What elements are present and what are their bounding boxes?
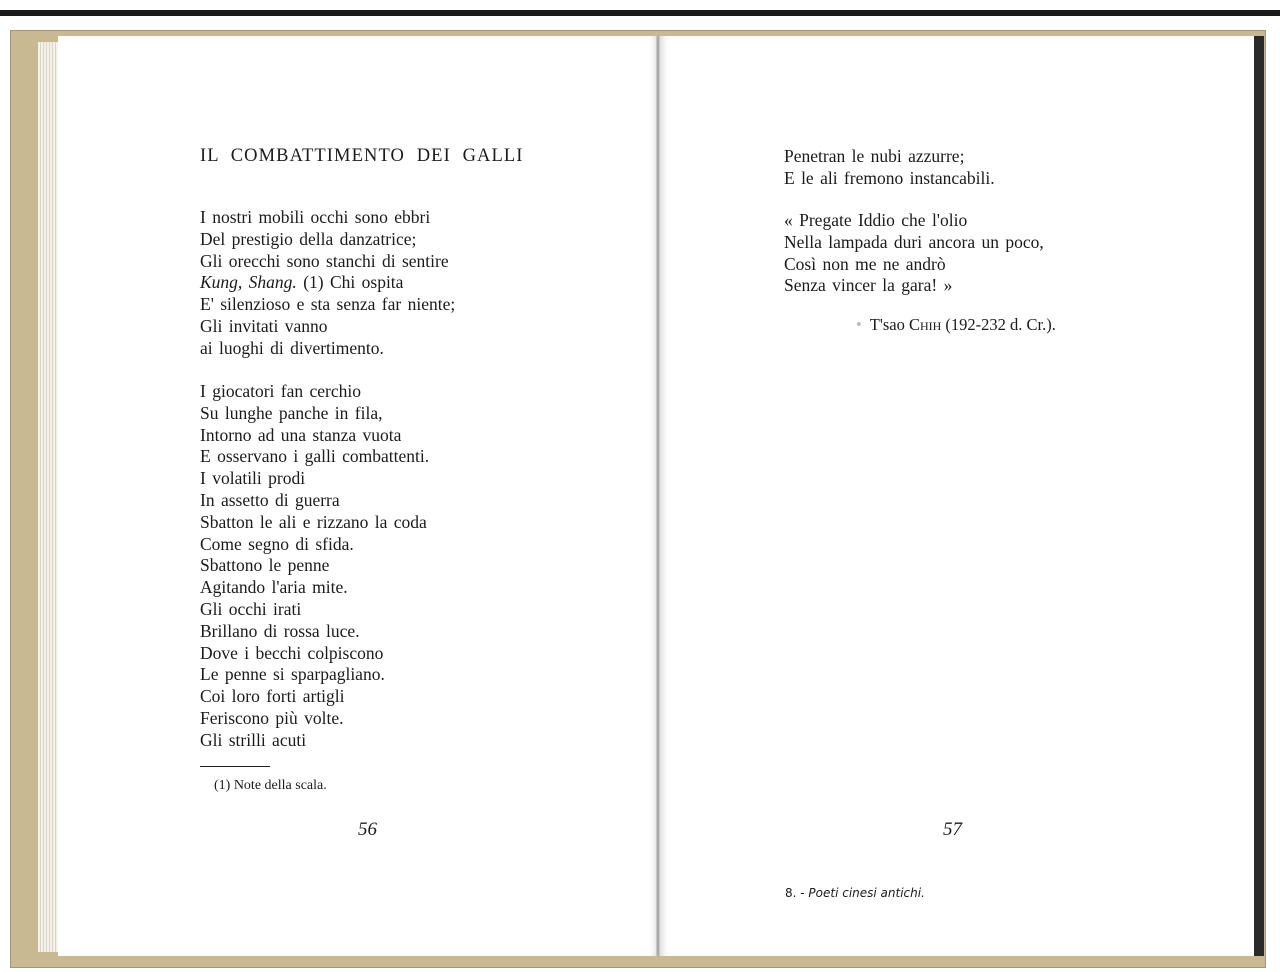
series-note (785, 886, 925, 900)
poem-title: IL COMBATTIMENTO DEI GALLI (200, 146, 524, 166)
verse-line: Sbatton le ali e rizzano la coda (200, 511, 427, 532)
verse-line: Nella lampada duri ancora un poco, (784, 231, 1044, 252)
verse-line: Così non me ne andrò (784, 253, 946, 274)
left-stanza-2 (200, 381, 429, 752)
footnote-rule (200, 766, 270, 767)
verse-line: E le ali fremono instancabili. (784, 167, 995, 188)
verse-line: I volatili prodi (200, 468, 306, 489)
left-page (58, 36, 658, 956)
verse-line: Dove i becchi colpiscono (200, 642, 384, 663)
right-stanza-2 (784, 210, 1044, 297)
verse-line: Penetran le nubi azzurre; (784, 146, 965, 166)
author-dates: (192-232 d. Cr.). (945, 315, 1056, 334)
verse-line: Brillano di rossa luce. (200, 620, 360, 641)
series-number: 8. - (785, 886, 805, 900)
verse-line: In assetto di guerra (200, 489, 340, 510)
poem-attribution (856, 315, 1056, 335)
verse-line: « Pregate Iddio che l'olio (784, 210, 968, 230)
verse-line: Senza vincer la gara! » (784, 275, 953, 296)
verse-line: Del prestigio della danzatrice; (200, 228, 417, 249)
left-stanza-1 (200, 207, 455, 360)
footnote: (1) Note della scala. (214, 778, 327, 793)
verse-text: (1) Chi ospita (296, 272, 404, 293)
bullet-mark: • (856, 315, 862, 334)
verse-line: E' silenzioso e sta senza far niente; (200, 294, 456, 315)
right-stanza-1 (784, 146, 995, 190)
page-number-left: 56 (358, 819, 377, 840)
verse-line: Gli invitati vanno (200, 315, 328, 336)
verse-line: Come segno di sfida. (200, 533, 354, 554)
verse-line: E osservano i galli combattenti. (200, 446, 430, 467)
verse-line (200, 272, 455, 294)
author-name-part2: Chih (908, 315, 942, 334)
page-stack-edge (38, 42, 60, 952)
scan-edge (0, 10, 1280, 16)
verse-line: ai luoghi di divertimento. (200, 337, 384, 358)
scan-background (0, 0, 1280, 22)
verse-line: Coi loro forti artigli (200, 686, 345, 707)
verse-line: Gli strilli acuti (200, 729, 307, 750)
verse-line: Gli orecchi sono stanchi di sentire (200, 250, 449, 271)
verse-line: Su lunghe panche in fila, (200, 402, 383, 423)
verse-line: Gli occhi irati (200, 598, 302, 619)
verse-line: Le penne si sparpagliano. (200, 664, 385, 685)
page-number-right: 57 (943, 819, 962, 840)
verse-line: Feriscono più volte. (200, 707, 344, 728)
verse-line: Intorno ad una stanza vuota (200, 424, 402, 445)
verse-line: I nostri mobili occhi sono ebbri (200, 207, 431, 227)
verse-line: I giocatori fan cerchio (200, 381, 361, 401)
verse-line: Agitando l'aria mite. (200, 577, 348, 598)
author-name-part1: T'sao (869, 315, 905, 334)
series-title: Poeti cinesi antichi. (808, 886, 925, 900)
verse-line: Sbattono le penne (200, 555, 330, 576)
verse-italic-text: Kung, Shang. (200, 272, 297, 293)
right-page (660, 36, 1254, 956)
